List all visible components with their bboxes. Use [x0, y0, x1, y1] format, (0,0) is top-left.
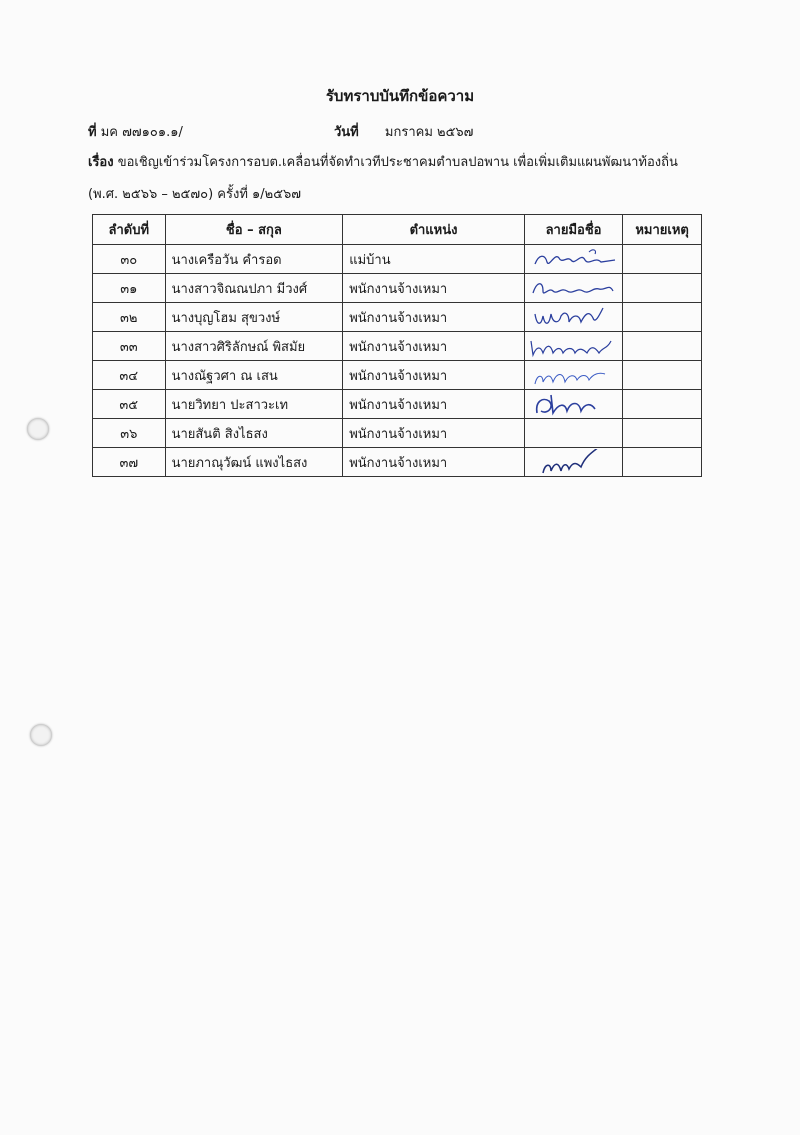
row-position: พนักงานจ้างเหมา: [343, 303, 525, 332]
punch-hole-top: [27, 418, 49, 440]
row-note: [623, 361, 702, 390]
reference-line: [88, 121, 183, 142]
row-position: พนักงานจ้างเหมา: [343, 361, 525, 390]
row-number: ๓๑: [93, 274, 166, 303]
row-name: นางสาวจิณณปภา มีวงศ์: [165, 274, 343, 303]
row-signature: [524, 390, 622, 419]
row-number: ๓๔: [93, 361, 166, 390]
table-header-row: [93, 215, 702, 245]
row-number: ๓๗: [93, 448, 166, 477]
ref-value: มค ๗๗๑๐๑.๑/: [100, 125, 183, 140]
row-signature: [524, 361, 622, 390]
row-signature: [524, 245, 622, 274]
row-note: [623, 448, 702, 477]
row-signature: [524, 419, 622, 448]
table-row: [93, 361, 702, 390]
row-signature: [524, 274, 622, 303]
col-header-no: ลำดับที่: [93, 215, 166, 245]
subject-line-2: (พ.ศ. ๒๕๖๖ – ๒๕๗๐) ครั้งที่ ๑/๒๕๖๗: [88, 187, 302, 202]
row-name: นางณัฐวศา ณ เสน: [165, 361, 343, 390]
signature-scribble: [529, 246, 621, 272]
row-number: ๓๓: [93, 332, 166, 361]
row-position: พนักงานจ้างเหมา: [343, 419, 525, 448]
row-note: [623, 419, 702, 448]
table-row: [93, 274, 702, 303]
table-row: [93, 390, 702, 419]
row-signature: [524, 303, 622, 332]
signature-scribble: [529, 275, 621, 301]
table-row: [93, 448, 702, 477]
signature-scribble: [529, 333, 621, 359]
row-note: [623, 390, 702, 419]
row-note: [623, 245, 702, 274]
table-row: [93, 303, 702, 332]
signature-scribble: [529, 449, 621, 475]
col-header-name: ชื่อ – สกุล: [165, 215, 343, 245]
subject-label: เรื่อง: [88, 155, 114, 170]
date-value: มกราคม ๒๕๖๗: [384, 125, 474, 140]
row-name: นางสาวศิริลักษณ์ พิสมัย: [165, 332, 343, 361]
subject-text: ขอเชิญเข้าร่วมโครงการอบต.เคลื่อนที่จัดทำเวทีประชาคมตำบลปอพาน เพื่อเพิ่มเติมแผนพัฒนาท้องถิ่น: [117, 155, 678, 170]
row-position: พนักงานจ้างเหมา: [343, 332, 525, 361]
signature-scribble: [529, 362, 621, 388]
row-note: [623, 274, 702, 303]
signature-scribble: [529, 304, 621, 330]
row-name: นายภาณุวัฒน์ แพงไธสง: [165, 448, 343, 477]
row-name: นายวิทยา ปะสาวะเท: [165, 390, 343, 419]
row-note: [623, 332, 702, 361]
col-header-position: ตำแหน่ง: [343, 215, 525, 245]
row-position: พนักงานจ้างเหมา: [343, 390, 525, 419]
row-number: ๓๒: [93, 303, 166, 332]
row-name: นางบุญโฮม สุขวงษ์: [165, 303, 343, 332]
row-name: นางเครือวัน คำรอด: [165, 245, 343, 274]
row-note: [623, 303, 702, 332]
row-signature: [524, 448, 622, 477]
col-header-signature: ลายมือชื่อ: [524, 215, 622, 245]
row-position: พนักงานจ้างเหมา: [343, 274, 525, 303]
row-position: แม่บ้าน: [343, 245, 525, 274]
row-signature: [524, 332, 622, 361]
table-row: [93, 332, 702, 361]
subject-line: [88, 151, 678, 172]
row-number: ๓๕: [93, 390, 166, 419]
date-line: [334, 121, 473, 142]
table-row: [93, 245, 702, 274]
ref-label: ที่: [88, 125, 97, 140]
table-row: [93, 419, 702, 448]
row-number: ๓๐: [93, 245, 166, 274]
row-number: ๓๖: [93, 419, 166, 448]
page-title: รับทราบบันทึกข้อความ: [325, 87, 475, 105]
row-position: พนักงานจ้างเหมา: [343, 448, 525, 477]
date-label: วันที่: [334, 125, 359, 140]
signature-scribble: [529, 391, 621, 417]
punch-hole-bottom: [30, 724, 52, 746]
col-header-note: หมายเหตุ: [623, 215, 702, 245]
attendance-table: [92, 214, 702, 477]
row-name: นายสันติ สิงไธสง: [165, 419, 343, 448]
